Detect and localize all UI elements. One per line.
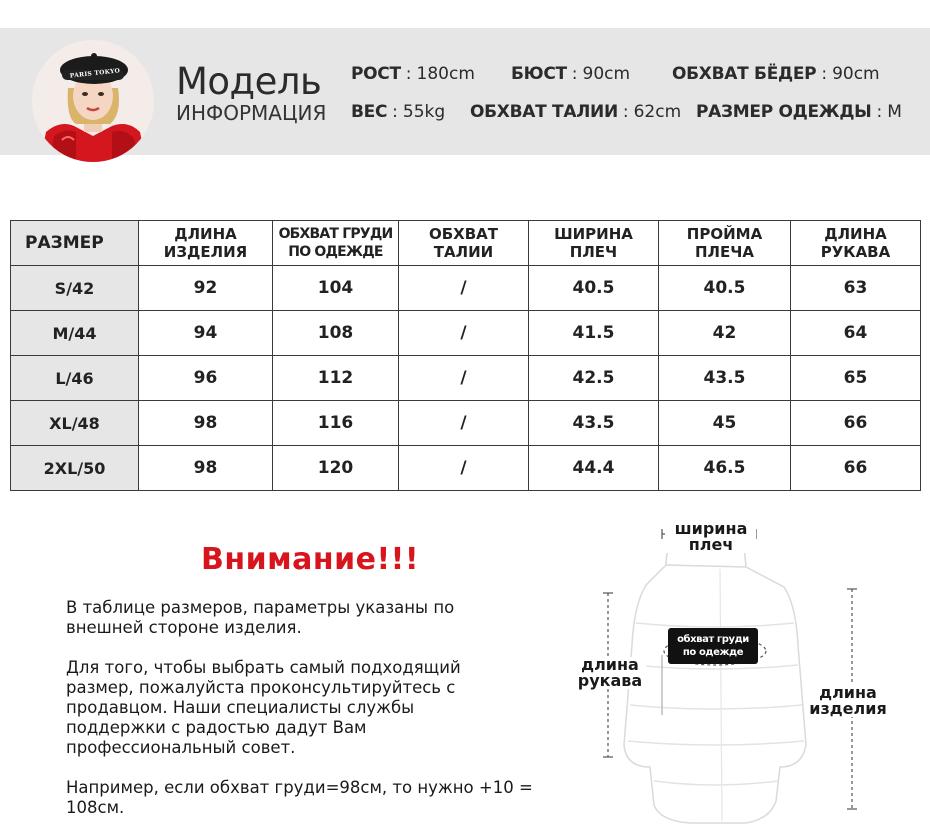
model-avatar	[32, 40, 154, 162]
table-cell: 42	[659, 311, 791, 356]
note-line: продавцом. Наши специалисты службы	[66, 698, 415, 717]
table-cell: 41.5	[529, 311, 659, 356]
spec-clothing-size-value: M	[887, 102, 902, 122]
model-title: Модель	[176, 60, 322, 103]
header-waist-girth: ОБХВАТ ТАЛИИ	[399, 221, 529, 266]
attention-title: Внимание!!!	[201, 542, 420, 577]
table-row	[11, 356, 921, 401]
table-cell: 104	[273, 266, 399, 311]
table-cell: 46.5	[659, 446, 791, 491]
table-cell: 43.5	[659, 356, 791, 401]
table-cell: /	[399, 401, 529, 446]
spec-height-label: РОСТ	[351, 64, 401, 84]
size-cell: M/44	[11, 311, 139, 356]
size-table	[10, 220, 921, 491]
size-cell: S/42	[11, 266, 139, 311]
note-line: размер, пожалуйста проконсультируйтесь с	[66, 678, 456, 697]
note-paragraph-2	[66, 658, 461, 758]
spec-clothing-size-label: РАЗМЕР ОДЕЖДЫ	[696, 102, 872, 122]
spec-separator: :	[876, 102, 883, 122]
table-cell: 96	[139, 356, 273, 401]
table-row	[11, 266, 921, 311]
spec-separator: :	[622, 102, 629, 122]
header-armhole: ПРОЙМА ПЛЕЧА	[659, 221, 791, 266]
spec-separator: :	[571, 64, 578, 84]
table-cell: 112	[273, 356, 399, 401]
item-length-label: длина изделия	[806, 685, 890, 717]
table-cell: /	[399, 311, 529, 356]
table-cell: 65	[791, 356, 921, 401]
table-row	[11, 311, 921, 356]
spec-hips-value: 90cm	[832, 64, 880, 84]
header-chest-girth: ОБХВАТ ГРУДИ ПО ОДЕЖДЕ	[273, 221, 399, 266]
spec-separator: :	[392, 102, 398, 122]
note-line: внешней стороне изделия.	[66, 618, 302, 637]
note-line: 108см.	[66, 798, 125, 817]
measurement-diagram	[570, 505, 930, 838]
spec-hips	[672, 64, 880, 84]
spec-bust-value: 90cm	[582, 64, 631, 84]
table-cell: 40.5	[659, 266, 791, 311]
table-cell: 98	[139, 401, 273, 446]
sleeve-length-label: длина рукава	[574, 657, 646, 689]
spec-weight-value: 55kg	[402, 102, 446, 122]
spec-waist-value: 62cm	[633, 102, 682, 122]
model-portrait-image	[32, 40, 154, 162]
header-size: РАЗМЕР	[11, 221, 139, 266]
model-info-banner	[0, 28, 930, 155]
size-cell: L/46	[11, 356, 139, 401]
table-cell: 40.5	[529, 266, 659, 311]
table-cell: 66	[791, 446, 921, 491]
spec-weight-label: ВЕС	[351, 102, 388, 122]
table-cell: 116	[273, 401, 399, 446]
table-cell: 92	[139, 266, 273, 311]
table-cell: 108	[273, 311, 399, 356]
note-line: Например, если обхват груди=98см, то нужно +10 =	[66, 778, 533, 797]
note-line: Для того, чтобы выбрать самый подходящий	[66, 658, 461, 677]
header-shoulder-width: ШИРИНА ПЛЕЧ	[529, 221, 659, 266]
table-cell: 98	[139, 446, 273, 491]
spec-hips-label: ОБХВАТ БЁДЕР	[672, 64, 817, 84]
model-subtitle: ИНФОРМАЦИЯ	[176, 101, 327, 125]
table-cell: 94	[139, 311, 273, 356]
table-cell: 66	[791, 401, 921, 446]
table-cell: 120	[273, 446, 399, 491]
note-paragraph-3	[66, 778, 533, 818]
note-line: поддержки с радостью дадут Вам	[66, 718, 367, 737]
spec-separator: :	[821, 64, 828, 84]
size-table-header-row	[11, 221, 921, 266]
note-paragraph-1	[66, 598, 454, 638]
table-cell: 43.5	[529, 401, 659, 446]
header-sleeve-length: ДЛИНА РУКАВА	[791, 221, 921, 266]
spec-bust-label: БЮСТ	[511, 64, 567, 84]
note-line: В таблице размеров, параметры указаны по	[66, 598, 455, 617]
note-line: профессиональный совет.	[66, 738, 296, 757]
chest-girth-label: обхват груди по одежде	[668, 628, 758, 664]
size-cell: 2XL/50	[11, 446, 139, 491]
table-cell: 44.4	[529, 446, 659, 491]
table-cell: /	[399, 266, 529, 311]
header-item-length: ДЛИНА ИЗДЕЛИЯ	[139, 221, 273, 266]
shoulder-width-label: ширина плеч	[666, 521, 756, 553]
table-cell: 63	[791, 266, 921, 311]
spec-weight	[351, 102, 445, 122]
spec-clothing-size	[696, 102, 902, 122]
spec-height-value: 180cm	[416, 64, 475, 84]
spec-separator: :	[405, 64, 412, 84]
table-cell: 64	[791, 311, 921, 356]
table-cell: /	[399, 446, 529, 491]
spec-bust	[511, 64, 630, 84]
table-row	[11, 446, 921, 491]
beret-text: PARIS TOKYO	[69, 67, 121, 80]
table-row	[11, 401, 921, 446]
table-cell: 45	[659, 401, 791, 446]
table-cell: 42.5	[529, 356, 659, 401]
size-cell: XL/48	[11, 401, 139, 446]
table-cell: /	[399, 356, 529, 401]
spec-height	[351, 64, 475, 84]
spec-waist	[470, 102, 681, 122]
spec-waist-label: ОБХВАТ ТАЛИИ	[470, 102, 618, 122]
